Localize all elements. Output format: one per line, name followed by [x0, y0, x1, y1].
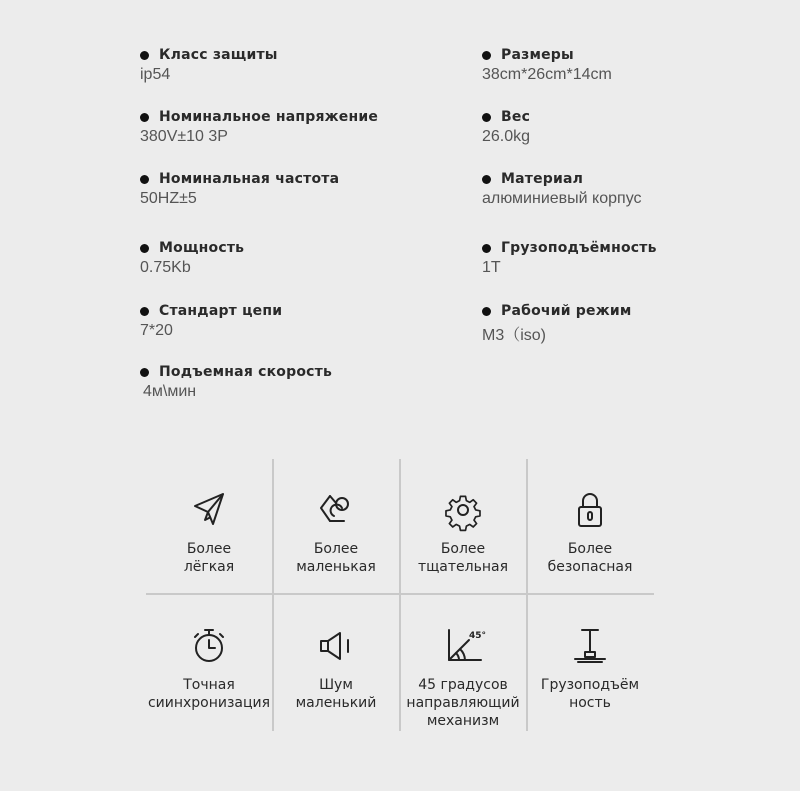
spec-value: 50HZ±5: [140, 190, 197, 207]
feature-low-noise: [273, 626, 399, 712]
spec-value: 4м\мин: [143, 383, 197, 400]
spec-label: Вес: [501, 109, 531, 125]
feature-caption: Грузоподъём ность: [540, 677, 640, 711]
spec-value: алюминиевый корпус: [482, 190, 642, 207]
spec-label: Грузоподъёмность: [501, 240, 657, 256]
feature-sync: [146, 626, 272, 712]
feature-caption: Более безопасная: [547, 541, 633, 575]
spec-label: Рабочий режим: [501, 303, 632, 319]
spec-value: 7*20: [140, 322, 173, 339]
spec-label: Подъемная скорость: [159, 364, 333, 380]
spec-value: 26.0kg: [482, 128, 531, 145]
feature-lifting: [527, 626, 653, 712]
feature-caption: 45 градусов направляющий механизм: [406, 677, 520, 729]
feature-caption: Точная сиинхронизация: [147, 677, 271, 711]
spec-value: 38cm*26cm*14cm: [482, 66, 612, 83]
spec-value: ip54: [140, 66, 171, 83]
angle-label: 45°: [469, 631, 487, 641]
lock-icon: [570, 490, 610, 530]
spec-value: 1T: [482, 259, 501, 276]
feature-smaller: [273, 490, 399, 576]
feature-caption: Более тщательная: [417, 541, 509, 575]
feature-45-guide: [400, 626, 526, 730]
paper-plane-icon: [189, 490, 229, 530]
stopwatch-icon: [189, 626, 229, 666]
spec-label: Номинальная частота: [159, 171, 340, 187]
hook-lift-icon: [570, 626, 610, 666]
spec-label: Мощность: [159, 240, 245, 256]
gear-icon: [443, 490, 483, 530]
feature-caption: Шум маленький: [295, 677, 377, 711]
spec-label: Класс защиты: [159, 47, 278, 63]
feature-caption: Более маленькая: [296, 541, 376, 575]
spec-label: Материал: [501, 171, 584, 187]
feature-thorough: [400, 490, 526, 576]
spec-value: M3（iso): [482, 327, 547, 344]
speaker-low-icon: [316, 626, 356, 666]
feature-lighter: [146, 490, 272, 576]
spec-label: Размеры: [501, 47, 574, 63]
feature-caption: Более лёгкая: [183, 541, 235, 575]
spec-value: 0.75Kb: [140, 259, 191, 276]
shrink-icon: [316, 490, 356, 530]
spec-value: 380V±10 3P: [140, 128, 228, 145]
feature-safer: [527, 490, 653, 576]
spec-label: Номинальное напряжение: [159, 109, 379, 125]
angle-45-icon: [443, 626, 487, 666]
spec-label: Стандарт цепи: [159, 303, 283, 319]
grid-divider: [146, 593, 654, 595]
